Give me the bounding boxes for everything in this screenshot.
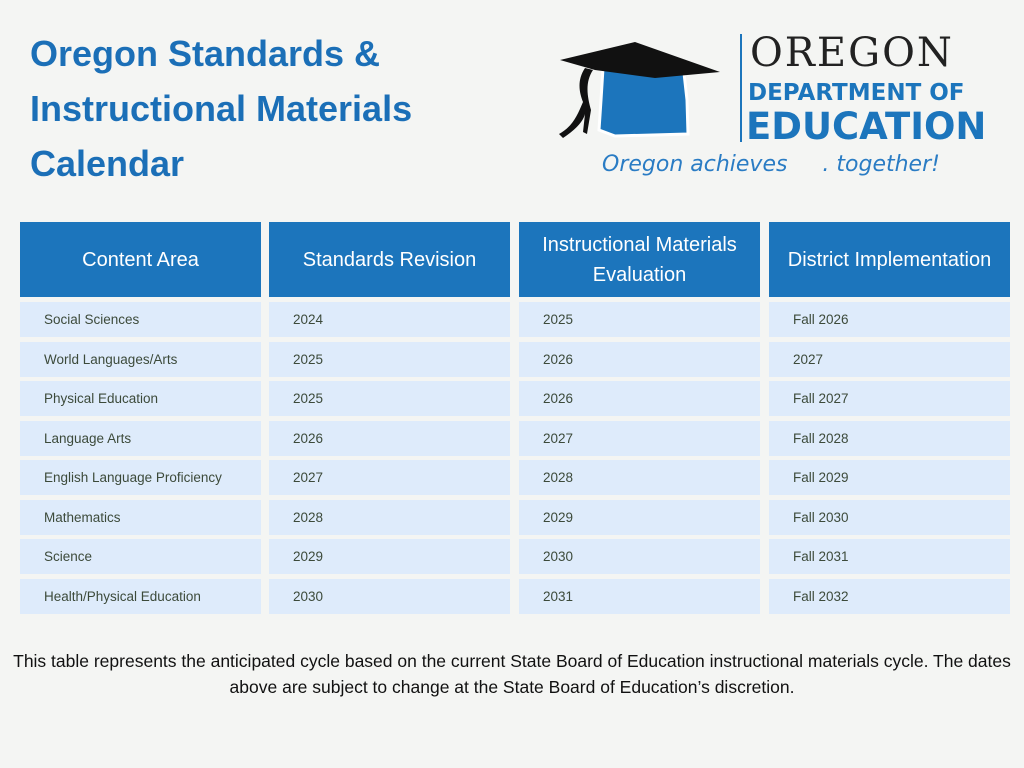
table-cell: 2024 <box>269 302 510 337</box>
column-header: Standards Revision <box>269 222 510 297</box>
table-cell: 2029 <box>519 500 760 535</box>
table-cell: 2026 <box>519 381 760 416</box>
column-header: District Implementation <box>769 222 1010 297</box>
table-cell: Fall 2030 <box>769 500 1010 535</box>
content-area-cell: Social Sciences <box>20 302 261 337</box>
logo-department-text: DEPARTMENT OF <box>748 80 965 106</box>
logo-education-text: EDUCATION <box>746 105 987 148</box>
column-header: Instructional Materials Evaluation <box>519 222 760 297</box>
content-area-cell: Science <box>20 539 261 574</box>
table-cell: 2025 <box>269 381 510 416</box>
table-cell: Fall 2029 <box>769 460 1010 495</box>
table-cell: Fall 2027 <box>769 381 1010 416</box>
logo-divider <box>740 34 742 142</box>
content-area-cell: Health/Physical Education <box>20 579 261 614</box>
table-cell: 2029 <box>269 539 510 574</box>
content-area-cell: Physical Education <box>20 381 261 416</box>
table-cell: 2026 <box>519 342 760 377</box>
table-cell: 2027 <box>519 421 760 456</box>
logo-tagline: Oregon achieves . together! <box>602 152 940 177</box>
table-cell: 2030 <box>519 539 760 574</box>
table-cell: 2031 <box>519 579 760 614</box>
content-area-cell: World Languages/Arts <box>20 342 261 377</box>
content-area-cell: Language Arts <box>20 421 261 456</box>
graduation-cap-oregon-icon <box>555 30 735 145</box>
table-cell: 2030 <box>269 579 510 614</box>
page-title: Oregon Standards & Instructional Materials Calendar <box>30 33 413 184</box>
table-cell: 2026 <box>269 421 510 456</box>
table-cell: 2027 <box>769 342 1010 377</box>
table-cell: 2027 <box>269 460 510 495</box>
table-cell: 2028 <box>269 500 510 535</box>
logo-oregon-text: OREGON <box>750 30 954 76</box>
table-cell: Fall 2028 <box>769 421 1010 456</box>
table-cell: 2025 <box>269 342 510 377</box>
table-cell: Fall 2032 <box>769 579 1010 614</box>
table-cell: 2028 <box>519 460 760 495</box>
column-header: Content Area <box>20 222 261 297</box>
oregon-department-of-education-logo <box>555 30 987 190</box>
content-area-cell: English Language Proficiency <box>20 460 261 495</box>
content-area-cell: Mathematics <box>20 500 261 535</box>
table-cell: Fall 2031 <box>769 539 1010 574</box>
footnote: This table represents the anticipated cycle based on the current State Board of Education instructional materials cycle. The dates above are subject to change at the State Board of Education’s discretion. <box>13 651 1011 697</box>
table-cell: Fall 2026 <box>769 302 1010 337</box>
table-cell: 2025 <box>519 302 760 337</box>
